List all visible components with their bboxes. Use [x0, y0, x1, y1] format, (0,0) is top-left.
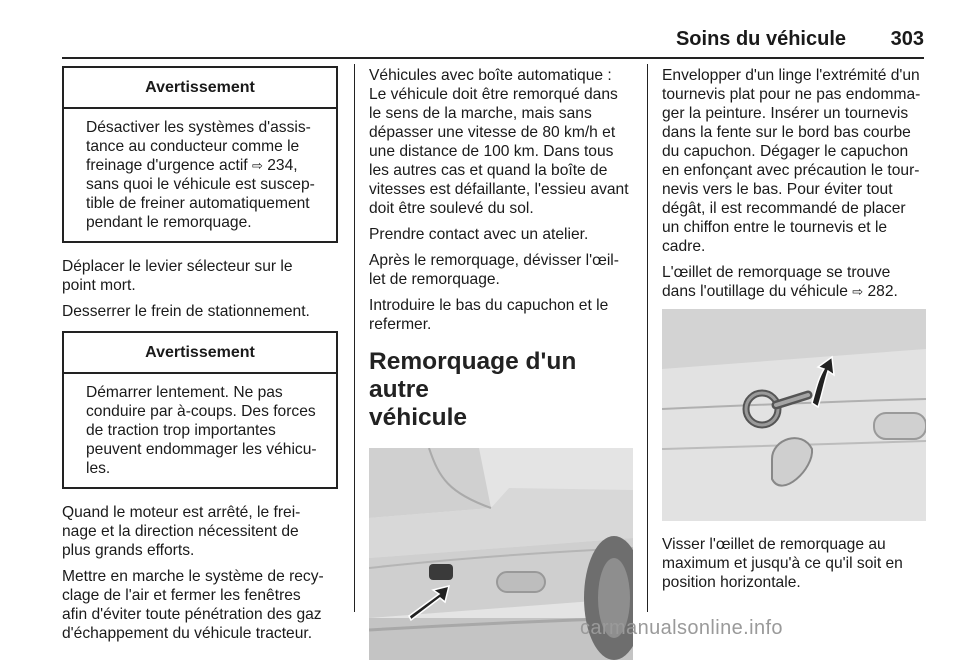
column-middle: [369, 66, 633, 670]
paragraph: Prendre contact avec un atelier.: [369, 226, 589, 243]
paragraph: Déplacer le levier sélecteur sur le point mort.: [62, 258, 293, 294]
column-divider: [354, 64, 355, 612]
paragraph: Visser l'œillet de remorquage au maximum et jusqu'à ce qu'il soit en position horizontale.: [662, 536, 903, 591]
warning-box: [62, 66, 338, 243]
section-heading: Remorquage d'un autre véhicule: [369, 348, 577, 431]
paragraph: Desserrer le frein de stationnement.: [62, 303, 310, 320]
header-rule: [62, 57, 924, 59]
column-right: [662, 66, 926, 599]
column-left: [62, 66, 338, 650]
column-divider: [647, 64, 648, 612]
page-number: 303: [890, 28, 924, 50]
warning-title: Avertissement: [64, 333, 336, 374]
section-title: Soins du véhicule: [675, 28, 846, 50]
paragraph: Mettre en marche le système de recy- clage de l'air et fermer les fenêtres afin d'éviter toute pénétration des gaz d'échappement du véhicule tracteur.: [62, 568, 324, 642]
arrow-reference-icon: ⇨: [251, 158, 263, 173]
paragraph: Quand le moteur est arrêté, le frei- nage et la direction nécessitent de plus grands efforts.: [62, 504, 301, 559]
warning-box: [62, 331, 338, 489]
watermark: carmanualsonline.info: [580, 617, 783, 639]
paragraph: Véhicules avec boîte automatique : Le véhicule doit être remorqué dans le sens de la marche, mais sans dépasser une vitesse de 80 km/h et une distance de 100 km. Dans tous les autres cas et quand la boîte de vitesses est défaillante, l'essieu avant doit être soulevé du sol.: [369, 67, 629, 217]
warning-text: Démarrer lentement. Ne pas conduire par à-coups. Des forces de traction trop importantes peuvent endommager les véhicu- les.: [86, 384, 317, 477]
towing-eye-illustration: [662, 309, 926, 521]
paragraph: Après le remorquage, dévisser l'œil- let de remorquage.: [369, 252, 619, 288]
paragraph: Envelopper d'un linge l'extrémité d'un tournevis plat pour ne pas endomma- ger la peinture. Insérer un tournevis dans la fente sur le bord bas courbe du capuchon. Dégager le capuchon en enfonçant avec précaution le tour- nevis vers le bas. Pour éviter tout dégât, il est recommandé de placer un chiffon entre le tournevis et le cadre.: [662, 67, 921, 255]
warning-text: Désactiver les systèmes d'assis- tance au conducteur comme le freinage d'urgence actif ⇨ 234, sans quoi le véhicule est suscep- tible de freiner automatiquement pendant le remorquage.: [86, 119, 315, 231]
arrow-reference-icon: ⇨: [852, 284, 864, 299]
paragraph: Introduire le bas du capuchon et le refermer.: [369, 297, 609, 333]
page-header: [62, 26, 924, 50]
warning-title: Avertissement: [64, 68, 336, 109]
paragraph: L'œillet de remorquage se trouve dans l'outillage du véhicule ⇨ 282.: [662, 264, 898, 300]
